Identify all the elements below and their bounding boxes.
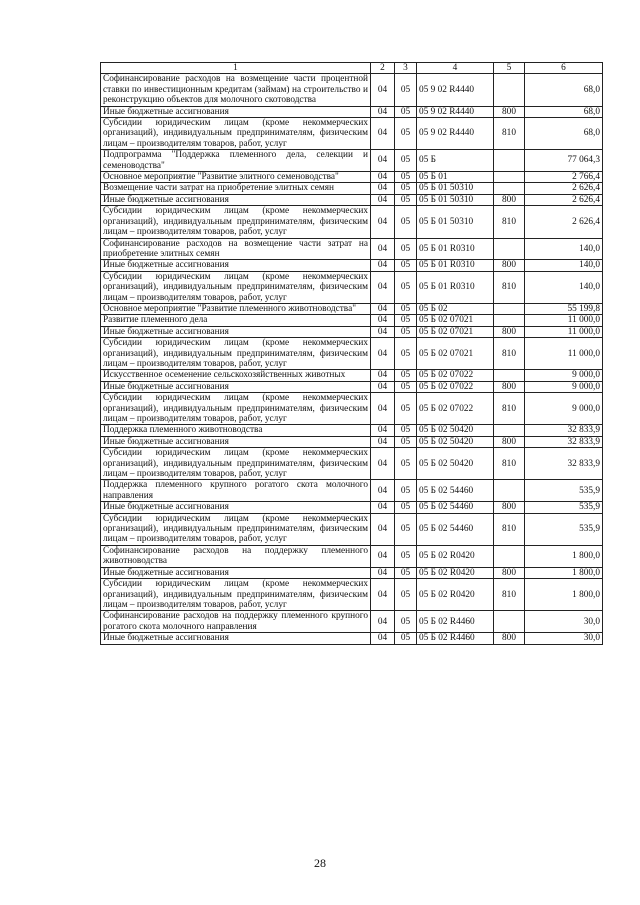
row-expense-type-cell: 800 (494, 194, 525, 205)
row-section-cell: 04 (371, 271, 395, 303)
table-row (101, 172, 603, 183)
row-section-cell: 04 (371, 633, 395, 644)
row-section-cell: 04 (371, 381, 395, 392)
row-target-article-cell: 05 Б 02 07021 (417, 338, 494, 370)
table-row (101, 393, 603, 425)
row-amount-cell: 1 800,0 (525, 545, 603, 567)
row-amount-cell: 140,0 (525, 260, 603, 271)
row-name-cell: Развитие племенного дела (101, 315, 371, 326)
row-name-cell: Иные бюджетные ассигнования (101, 633, 371, 644)
row-expense-type-cell: 810 (494, 579, 525, 611)
row-section-cell: 04 (371, 502, 395, 513)
row-expense-type-cell: 810 (494, 206, 525, 238)
row-section-cell: 04 (371, 567, 395, 578)
row-amount-cell: 535,9 (525, 502, 603, 513)
row-subsection-cell: 05 (395, 545, 417, 567)
table-row (101, 260, 603, 271)
row-subsection-cell: 05 (395, 370, 417, 381)
row-target-article-cell: 05 9 02 R4440 (417, 74, 494, 106)
row-amount-cell: 32 833,9 (525, 425, 603, 436)
row-name-cell: Субсидии юридическим лицам (кроме некоммерческих организаций), индивидуальным предпринимателям, физическим лицам – производителям товаров, работ, услуг (101, 513, 371, 545)
row-section-cell: 04 (371, 326, 395, 337)
row-amount-cell: 32 833,9 (525, 436, 603, 447)
row-expense-type-cell (494, 315, 525, 326)
row-target-article-cell: 05 Б 02 07022 (417, 381, 494, 392)
table-row (101, 303, 603, 314)
row-target-article-cell: 05 Б 01 50310 (417, 206, 494, 238)
row-target-article-cell: 05 Б 02 R0420 (417, 579, 494, 611)
table-row (101, 370, 603, 381)
row-name-cell: Искусственное осеменение сельскохозяйственных животных (101, 370, 371, 381)
row-expense-type-cell (494, 303, 525, 314)
row-subsection-cell: 05 (395, 118, 417, 150)
table-header-row (101, 63, 603, 74)
row-target-article-cell: 05 Б 01 R0310 (417, 271, 494, 303)
row-target-article-cell: 05 Б 02 50420 (417, 436, 494, 447)
row-target-article-cell: 05 Б 02 R4460 (417, 611, 494, 633)
table-row (101, 118, 603, 150)
row-subsection-cell: 05 (395, 106, 417, 117)
row-expense-type-cell (494, 480, 525, 502)
table-row (101, 381, 603, 392)
row-name-cell: Софинансирование расходов на поддержку племенного крупного рогатого скота молочного направления (101, 611, 371, 633)
row-target-article-cell: 05 Б 02 50420 (417, 448, 494, 480)
row-name-cell: Возмещение части затрат на приобретение элитных семян (101, 183, 371, 194)
row-target-article-cell: 05 Б 02 54460 (417, 502, 494, 513)
row-target-article-cell: 05 Б 02 07021 (417, 315, 494, 326)
row-name-cell: Субсидии юридическим лицам (кроме некоммерческих организаций), индивидуальным предпринимателям, физическим лицам – производителям товаров, работ, услуг (101, 118, 371, 150)
row-subsection-cell: 05 (395, 315, 417, 326)
row-section-cell: 04 (371, 183, 395, 194)
row-subsection-cell: 05 (395, 567, 417, 578)
row-subsection-cell: 05 (395, 206, 417, 238)
row-name-cell: Основное мероприятие "Развитие племенного животноводства" (101, 303, 371, 314)
row-subsection-cell: 05 (395, 393, 417, 425)
table-row (101, 633, 603, 644)
row-subsection-cell: 05 (395, 448, 417, 480)
table-body (101, 74, 603, 644)
row-section-cell: 04 (371, 448, 395, 480)
row-name-cell: Субсидии юридическим лицам (кроме некоммерческих организаций), индивидуальным предпринимателям, физическим лицам – производителям товаров, работ, услуг (101, 271, 371, 303)
row-name-cell: Иные бюджетные ассигнования (101, 260, 371, 271)
row-expense-type-cell: 800 (494, 381, 525, 392)
table-row (101, 448, 603, 480)
row-amount-cell: 30,0 (525, 633, 603, 644)
table-row (101, 611, 603, 633)
table-row (101, 206, 603, 238)
row-expense-type-cell: 810 (494, 338, 525, 370)
row-expense-type-cell: 800 (494, 326, 525, 337)
row-target-article-cell: 05 Б 01 R0310 (417, 238, 494, 260)
row-expense-type-cell (494, 74, 525, 106)
column-header-amount: 6 (525, 63, 603, 74)
row-expense-type-cell (494, 425, 525, 436)
row-target-article-cell: 05 Б 01 50310 (417, 194, 494, 205)
row-subsection-cell: 05 (395, 381, 417, 392)
row-expense-type-cell: 800 (494, 436, 525, 447)
row-section-cell: 04 (371, 436, 395, 447)
row-target-article-cell: 05 Б 02 54460 (417, 513, 494, 545)
row-subsection-cell: 05 (395, 326, 417, 337)
row-subsection-cell: 05 (395, 633, 417, 644)
row-subsection-cell: 05 (395, 425, 417, 436)
row-target-article-cell: 05 Б 01 50310 (417, 183, 494, 194)
row-name-cell: Основное мероприятие "Развитие элитного семеноводства" (101, 172, 371, 183)
row-subsection-cell: 05 (395, 74, 417, 106)
row-section-cell: 04 (371, 172, 395, 183)
table-row (101, 106, 603, 117)
row-name-cell: Субсидии юридическим лицам (кроме некоммерческих организаций), индивидуальным предпринимателям, физическим лицам – производителям товаров, работ, услуг (101, 338, 371, 370)
table-row (101, 425, 603, 436)
row-subsection-cell: 05 (395, 271, 417, 303)
table-row (101, 502, 603, 513)
table-row (101, 579, 603, 611)
table-row (101, 74, 603, 106)
row-section-cell: 04 (371, 206, 395, 238)
table-row (101, 545, 603, 567)
row-target-article-cell: 05 Б 02 (417, 303, 494, 314)
row-amount-cell: 140,0 (525, 238, 603, 260)
budget-sheet (100, 62, 602, 645)
row-section-cell: 04 (371, 303, 395, 314)
row-target-article-cell: 05 Б 02 07022 (417, 393, 494, 425)
row-name-cell: Субсидии юридическим лицам (кроме некоммерческих организаций), индивидуальным предпринимателям, физическим лицам – производителям товаров, работ, услуг (101, 448, 371, 480)
row-amount-cell: 9 000,0 (525, 370, 603, 381)
row-subsection-cell: 05 (395, 183, 417, 194)
row-subsection-cell: 05 (395, 303, 417, 314)
row-target-article-cell: 05 Б 02 07021 (417, 326, 494, 337)
row-expense-type-cell: 810 (494, 118, 525, 150)
row-expense-type-cell: 800 (494, 633, 525, 644)
row-expense-type-cell (494, 545, 525, 567)
row-name-cell: Субсидии юридическим лицам (кроме некоммерческих организаций), индивидуальным предпринимателям, физическим лицам – производителям товаров, работ, услуг (101, 393, 371, 425)
row-amount-cell: 1 800,0 (525, 579, 603, 611)
row-name-cell: Поддержка племенного животноводства (101, 425, 371, 436)
row-section-cell: 04 (371, 260, 395, 271)
row-expense-type-cell (494, 150, 525, 172)
row-amount-cell: 77 064,3 (525, 150, 603, 172)
row-name-cell: Поддержка племенного крупного рогатого скота молочного направления (101, 480, 371, 502)
row-expense-type-cell: 800 (494, 502, 525, 513)
row-amount-cell: 11 000,0 (525, 326, 603, 337)
column-header-target-article: 4 (417, 63, 494, 74)
row-subsection-cell: 05 (395, 436, 417, 447)
row-target-article-cell: 05 Б (417, 150, 494, 172)
row-expense-type-cell: 800 (494, 567, 525, 578)
row-section-cell: 04 (371, 238, 395, 260)
row-target-article-cell: 05 Б 02 07022 (417, 370, 494, 381)
row-name-cell: Субсидии юридическим лицам (кроме некоммерческих организаций), индивидуальным предпринимателям, физическим лицам – производителям товаров, работ, услуг (101, 579, 371, 611)
row-section-cell: 04 (371, 106, 395, 117)
row-subsection-cell: 05 (395, 150, 417, 172)
row-name-cell: Подпрограмма "Поддержка племенного дела, селекции и семеноводства" (101, 150, 371, 172)
table-row (101, 338, 603, 370)
row-subsection-cell: 05 (395, 480, 417, 502)
row-section-cell: 04 (371, 393, 395, 425)
row-target-article-cell: 05 Б 02 R0420 (417, 545, 494, 567)
row-expense-type-cell: 810 (494, 513, 525, 545)
row-amount-cell: 32 833,9 (525, 448, 603, 480)
row-section-cell: 04 (371, 370, 395, 381)
row-amount-cell: 2 626,4 (525, 183, 603, 194)
row-section-cell: 04 (371, 338, 395, 370)
row-name-cell: Иные бюджетные ассигнования (101, 567, 371, 578)
column-header-subsection: 3 (395, 63, 417, 74)
column-header-expense-type: 5 (494, 63, 525, 74)
row-subsection-cell: 05 (395, 172, 417, 183)
table-row (101, 183, 603, 194)
row-expense-type-cell: 810 (494, 448, 525, 480)
row-expense-type-cell: 800 (494, 260, 525, 271)
row-expense-type-cell: 800 (494, 106, 525, 117)
row-subsection-cell: 05 (395, 238, 417, 260)
row-name-cell: Субсидии юридическим лицам (кроме некоммерческих организаций), индивидуальным предпринимателям, физическим лицам – производителям товаров, работ, услуг (101, 206, 371, 238)
row-amount-cell: 68,0 (525, 74, 603, 106)
row-amount-cell: 68,0 (525, 118, 603, 150)
table-row (101, 436, 603, 447)
row-name-cell: Иные бюджетные ассигнования (101, 502, 371, 513)
table-row (101, 150, 603, 172)
table-row (101, 238, 603, 260)
row-name-cell: Иные бюджетные ассигнования (101, 436, 371, 447)
row-subsection-cell: 05 (395, 611, 417, 633)
row-expense-type-cell (494, 611, 525, 633)
row-subsection-cell: 05 (395, 579, 417, 611)
row-subsection-cell: 05 (395, 260, 417, 271)
row-amount-cell: 11 000,0 (525, 338, 603, 370)
row-name-cell: Иные бюджетные ассигнования (101, 381, 371, 392)
table-row (101, 513, 603, 545)
row-section-cell: 04 (371, 579, 395, 611)
row-amount-cell: 11 000,0 (525, 315, 603, 326)
column-header-section: 2 (371, 63, 395, 74)
row-section-cell: 04 (371, 150, 395, 172)
row-expense-type-cell (494, 183, 525, 194)
row-name-cell: Иные бюджетные ассигнования (101, 194, 371, 205)
row-subsection-cell: 05 (395, 194, 417, 205)
row-name-cell: Иные бюджетные ассигнования (101, 326, 371, 337)
budget-table (100, 62, 603, 645)
row-target-article-cell: 05 Б 02 54460 (417, 480, 494, 502)
row-target-article-cell: 05 Б 02 R4460 (417, 633, 494, 644)
table-row (101, 326, 603, 337)
row-amount-cell: 30,0 (525, 611, 603, 633)
table-row (101, 271, 603, 303)
table-row (101, 567, 603, 578)
row-expense-type-cell (494, 238, 525, 260)
row-name-cell: Софинансирование расходов на возмещение части затрат на приобретение элитных семян (101, 238, 371, 260)
row-name-cell: Софинансирование расходов на поддержку племенного животноводства (101, 545, 371, 567)
row-target-article-cell: 05 Б 02 R0420 (417, 567, 494, 578)
table-row (101, 480, 603, 502)
row-amount-cell: 68,0 (525, 106, 603, 117)
row-target-article-cell: 05 Б 02 50420 (417, 425, 494, 436)
row-section-cell: 04 (371, 118, 395, 150)
row-section-cell: 04 (371, 513, 395, 545)
row-section-cell: 04 (371, 315, 395, 326)
row-expense-type-cell: 810 (494, 271, 525, 303)
row-subsection-cell: 05 (395, 513, 417, 545)
row-expense-type-cell (494, 370, 525, 381)
row-section-cell: 04 (371, 480, 395, 502)
row-amount-cell: 55 199,8 (525, 303, 603, 314)
row-subsection-cell: 05 (395, 338, 417, 370)
row-section-cell: 04 (371, 425, 395, 436)
row-amount-cell: 2 626,4 (525, 194, 603, 205)
row-name-cell: Иные бюджетные ассигнования (101, 106, 371, 117)
row-expense-type-cell: 810 (494, 393, 525, 425)
row-expense-type-cell (494, 172, 525, 183)
row-amount-cell: 140,0 (525, 271, 603, 303)
row-amount-cell: 1 800,0 (525, 567, 603, 578)
row-amount-cell: 2 766,4 (525, 172, 603, 183)
row-amount-cell: 535,9 (525, 480, 603, 502)
row-amount-cell: 9 000,0 (525, 381, 603, 392)
row-amount-cell: 535,9 (525, 513, 603, 545)
page-number: 28 (314, 856, 326, 870)
row-section-cell: 04 (371, 611, 395, 633)
row-amount-cell: 9 000,0 (525, 393, 603, 425)
row-section-cell: 04 (371, 545, 395, 567)
row-subsection-cell: 05 (395, 502, 417, 513)
row-target-article-cell: 05 Б 01 R0310 (417, 260, 494, 271)
row-amount-cell: 2 626,4 (525, 206, 603, 238)
row-name-cell: Софинансирование расходов на возмещение части процентной ставки по инвестиционным кредитам (займам) на строительство и реконструкцию объектов для молочного скотоводства (101, 74, 371, 106)
row-section-cell: 04 (371, 194, 395, 205)
row-target-article-cell: 05 9 02 R4440 (417, 106, 494, 117)
table-row (101, 315, 603, 326)
row-target-article-cell: 05 9 02 R4440 (417, 118, 494, 150)
row-target-article-cell: 05 Б 01 (417, 172, 494, 183)
column-header-name: 1 (101, 63, 371, 74)
table-row (101, 194, 603, 205)
row-section-cell: 04 (371, 74, 395, 106)
